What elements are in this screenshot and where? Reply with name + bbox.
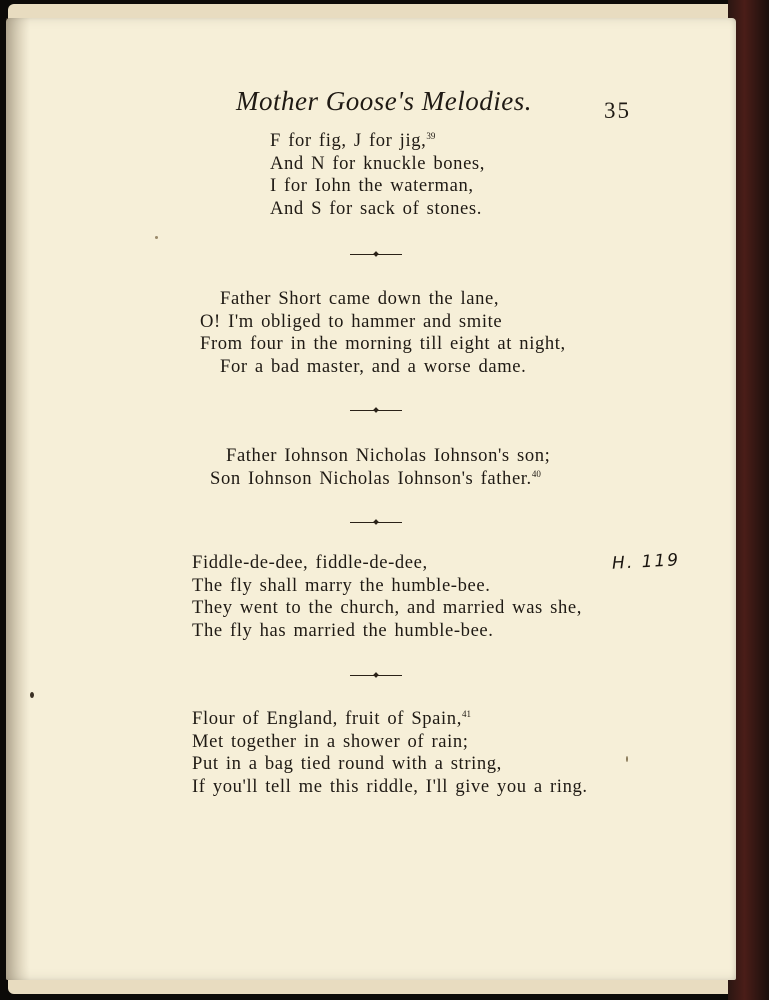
page-number: 35	[604, 98, 631, 123]
verse-line: From four in the morning till eight at night,	[200, 333, 566, 354]
verse-line: O! I'm obliged to hammer and smite	[200, 310, 503, 332]
footnote-marker: 40	[531, 468, 541, 479]
footnote-marker: 39	[426, 130, 436, 141]
verse-line: Put in a bag tied round with a string,	[192, 753, 502, 774]
handwritten-annotation: H. 119	[611, 550, 681, 574]
stanza-2	[200, 288, 566, 378]
running-header-title: Mother Goose's Melodies.	[236, 86, 532, 116]
verse-line: The fly has married the humble-bee.	[192, 619, 494, 641]
stanza-5	[192, 708, 588, 798]
stanza-4	[192, 552, 582, 642]
verse-line: I for Iohn the waterman,	[270, 175, 474, 196]
footnote-marker: 41	[461, 708, 471, 719]
verse-line: And N for knuckle bones,	[270, 152, 486, 174]
section-divider-ornament	[350, 518, 402, 526]
page-gutter-shadow	[6, 18, 30, 980]
verse-line: If you'll tell me this riddle, I'll give you a ring.	[192, 775, 588, 797]
verse-line: They went to the church, and married was she,	[192, 597, 582, 618]
verse-line: F for fig, J for jig,$^{39}$	[270, 130, 436, 151]
verse-line: Son Iohnson Nicholas Iohnson's father.$^{40}$	[210, 467, 541, 489]
verse-line: Father Iohnson Nicholas Iohnson's son;	[226, 445, 551, 466]
stanza-3	[210, 445, 550, 490]
section-divider-ornament	[350, 250, 402, 258]
verse-line: Met together in a shower of rain;	[192, 730, 469, 752]
verse-line: Father Short came down the lane,	[220, 288, 500, 309]
verse-line: For a bad master, and a worse dame.	[220, 355, 527, 377]
stanza-1	[270, 130, 485, 220]
verse-line: Flour of England, fruit of Spain,$^{41}$	[192, 708, 471, 729]
verse-line: And S for sack of stones.	[270, 197, 482, 219]
verse-line: Fiddle-de-dee, fiddle-de-dee,	[192, 552, 428, 573]
paper-speck	[30, 692, 34, 698]
section-divider-ornament	[350, 671, 402, 679]
paper-speck	[155, 236, 158, 239]
verse-line: The fly shall marry the humble-bee.	[192, 574, 491, 596]
section-divider-ornament	[350, 406, 402, 414]
paper-speck	[626, 756, 628, 762]
